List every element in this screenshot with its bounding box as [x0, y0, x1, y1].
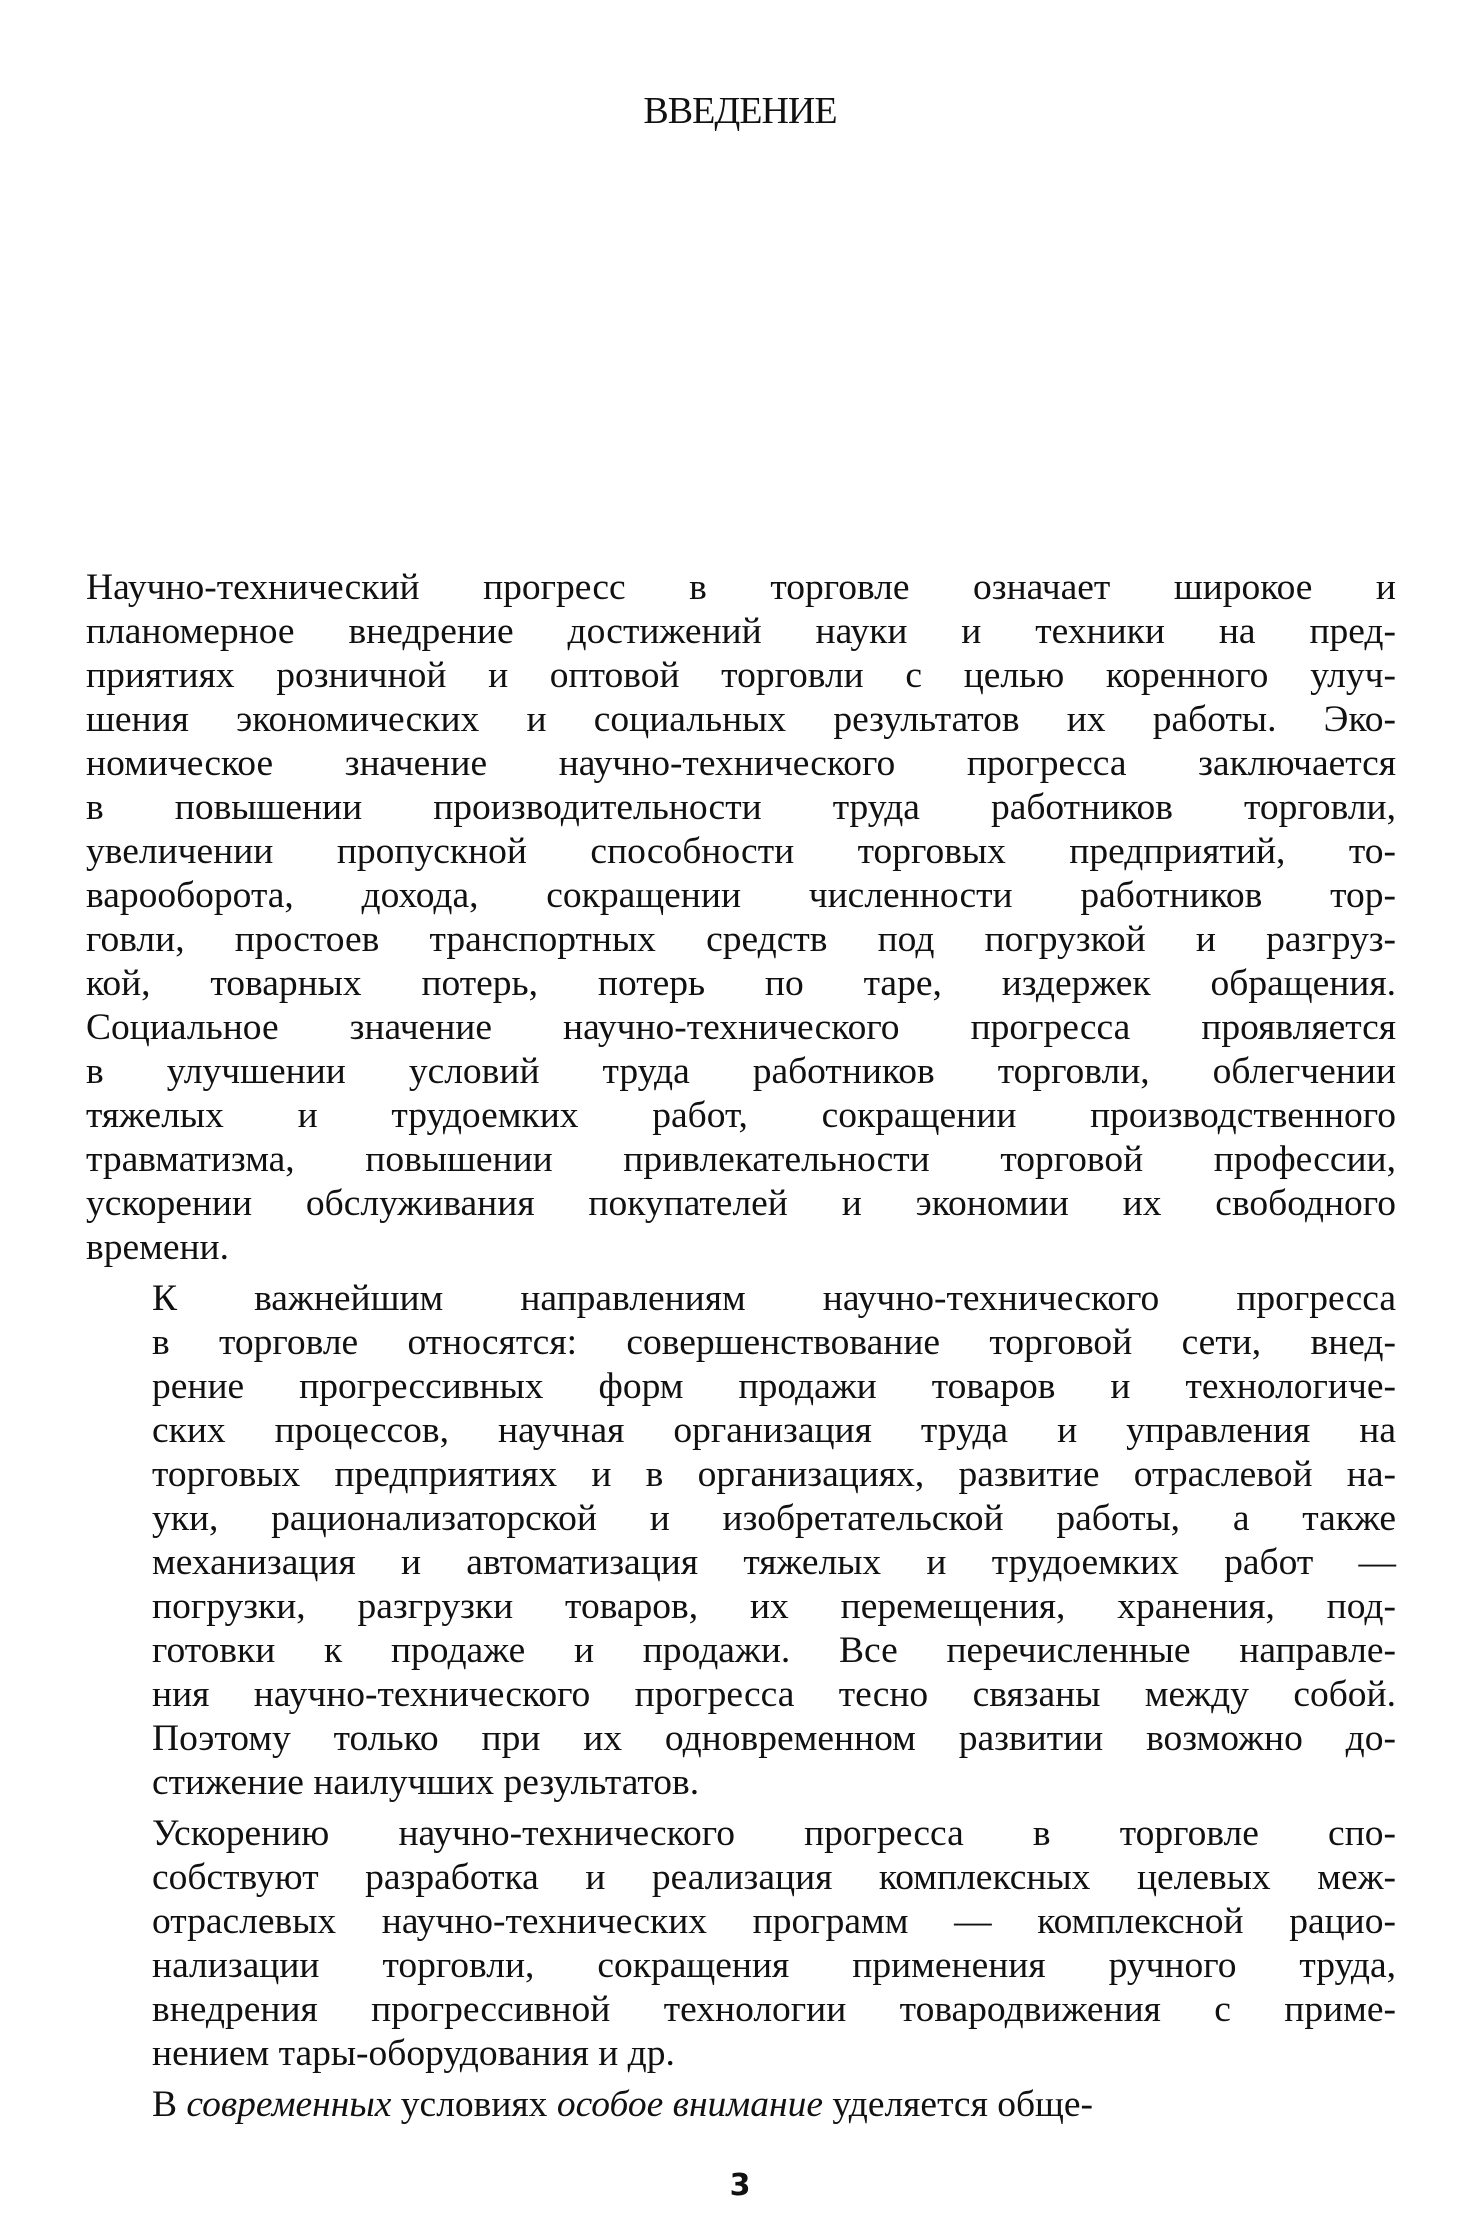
text-segment: В	[152, 2084, 187, 2125]
text-line: тяжелых и трудоемких работ, сокращении производственного	[86, 1095, 1396, 1136]
text-line: нением тары-оборудования и др.	[152, 2033, 675, 2074]
text-line: ния научно-технического прогресса тесно связаны между собой.	[152, 1674, 1396, 1715]
text-line: травматизма, повышении привлекательности торговой профессии,	[86, 1139, 1396, 1180]
italic-text-segment: современных	[186, 2084, 392, 2125]
text-line: времени.	[86, 1227, 229, 1268]
text-line: увеличении пропускной способности торговых предприятий, то-	[86, 831, 1396, 872]
text-line: в торговле относятся: совершенствование торговой сети, внед-	[152, 1322, 1396, 1363]
text-line: готовки к продаже и продажи. Все перечисленные направле-	[152, 1630, 1396, 1671]
text-line: в повышении производительности труда работников торговли,	[86, 787, 1396, 828]
text-line: уки, рационализаторской и изобретательской работы, а также	[152, 1498, 1396, 1539]
text-line: ских процессов, научная организация труда и управления на	[152, 1410, 1396, 1451]
paragraph-4	[86, 2083, 1396, 2127]
text-line: внедрения прогрессивной технологии товародвижения с приме-	[152, 1989, 1396, 2030]
text-line: стижение наилучших результатов.	[152, 1762, 700, 1803]
text-line: механизация и автоматизация тяжелых и трудоемких работ —	[152, 1542, 1396, 1583]
text-line: в улучшении условий труда работников торговли, облегчении	[86, 1051, 1396, 1092]
text-line: Научно-технический прогресс в торговле означает широкое и	[86, 567, 1396, 608]
text-line: торговых предприятиях и в организациях, развитие отраслевой на-	[152, 1454, 1396, 1495]
text-line: нализации торговли, сокращения применения ручного труда,	[152, 1945, 1396, 1986]
text-line: Поэтому только при их одновременном развитии возможно до-	[152, 1718, 1396, 1759]
text-line: приятиях розничной и оптовой торговли с целью коренного улуч-	[86, 655, 1396, 696]
text-line: собствуют разработка и реализация комплексных целевых меж-	[152, 1857, 1396, 1898]
text-line: говли, простоев транспортных средств под погрузкой и разгруз-	[86, 919, 1396, 960]
body-text	[86, 566, 1396, 2127]
text-line: Ускорению научно-технического прогресса в торговле спо-	[152, 1813, 1396, 1854]
text-line: К важнейшим направлениям научно-технического прогресса	[152, 1278, 1396, 1319]
text-segment: условиях	[391, 2084, 557, 2125]
text-line: шения экономических и социальных результатов их работы. Эко-	[86, 699, 1396, 740]
page-number: 3	[729, 2168, 751, 2203]
text-line: ускорении обслуживания покупателей и экономии их свободного	[86, 1183, 1396, 1224]
italic-text-segment: особое внимание	[556, 2084, 823, 2125]
text-line: кой, товарных потерь, потерь по таре, издержек обращения.	[86, 963, 1396, 1004]
text-line: отраслевых научно-технических программ — комплексной рацио-	[152, 1901, 1396, 1942]
text-line: номическое значение научно-технического прогресса заключается	[86, 743, 1396, 784]
paragraph-3	[86, 1812, 1396, 2076]
text-line: Социальное значение научно-технического прогресса проявляется	[86, 1007, 1396, 1048]
paragraph-1	[86, 566, 1396, 1270]
text-line	[86, 2083, 1396, 2127]
paragraph-2	[86, 1277, 1396, 1805]
text-line: рение прогрессивных форм продажи товаров и технологиче-	[152, 1366, 1396, 1407]
chapter-title: ВВЕДЕНИЕ	[643, 90, 837, 132]
text-line: погрузки, разгрузки товаров, их перемещения, хранения, под-	[152, 1586, 1396, 1627]
text-line: планомерное внедрение достижений науки и техники на пред-	[86, 611, 1396, 652]
text-segment: уделяется обще-	[822, 2084, 1094, 2125]
text-line: варооборота, дохода, сокращении численности работников тор-	[86, 875, 1396, 916]
